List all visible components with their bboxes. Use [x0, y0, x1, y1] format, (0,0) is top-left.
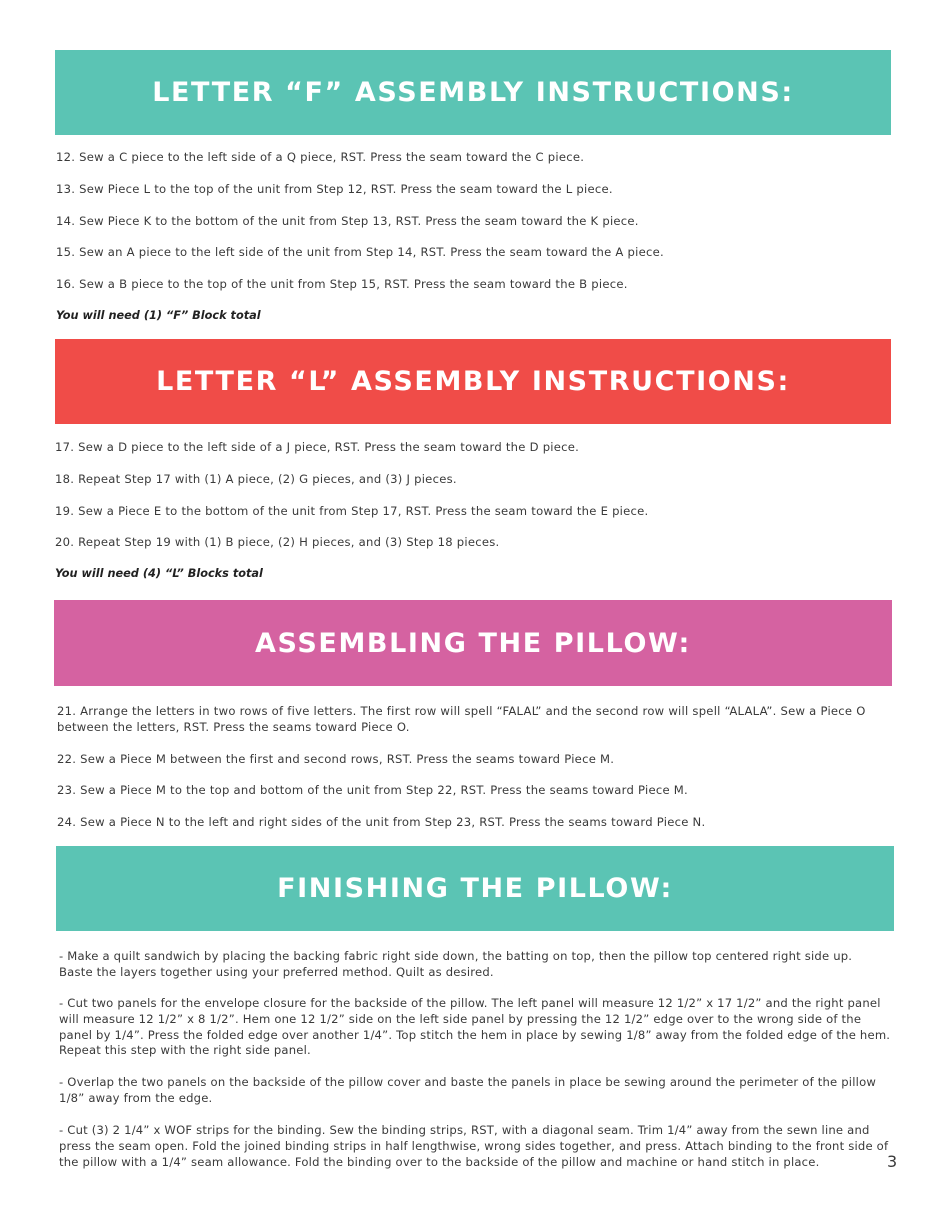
finish-paragraph-envelope-panels: - Cut two panels for the envelope closure for the backside of the pillow. The left panel will measure 12 1/2” x 17 1/2” and the right panel will measure 12 1/2” x 8 1/2”. Hem one 12 1/2” side on the left side panel by pressing the 12 1/2” edge over to the wrong side of the panel by 1/4”. Press the folded edge over another 1/4”. Top stitch the hem in place by sewing 1/8” away from the folded edge of the hem. Repeat this step with the right side panel. [59, 996, 891, 1058]
finish-paragraph-overlap: - Overlap the two panels on the backside of the pillow cover and baste the panels in place be sewing around the perimeter of the pillow 1/8” away from the edge. [59, 1075, 877, 1105]
step-18: 18. Repeat Step 17 with (1) A piece, (2) G pieces, and (3) J pieces. [55, 472, 457, 486]
letter-f-heading-text: LETTER “F” ASSEMBLY INSTRUCTIONS: [152, 77, 794, 108]
step-22: 22. Sew a Piece M between the first and second rows, RST. Press the seams toward Piece M. [57, 752, 615, 766]
letter-f-block-note: You will need (1) “F” Block total [56, 309, 261, 322]
finishing-heading-text: FINISHING THE PILLOW: [277, 873, 673, 904]
step-19: 19. Sew a Piece E to the bottom of the unit from Step 17, RST. Press the seam toward the E piece. [55, 504, 649, 518]
letter-f-heading [55, 50, 891, 135]
step-17: 17. Sew a D piece to the left side of a J piece, RST. Press the seam toward the D piece. [55, 440, 580, 454]
finish-paragraph-binding: - Cut (3) 2 1/4” x WOF strips for the binding. Sew the binding strips, RST, with a diagonal seam. Trim 1/4” away from the sewn line and press the seam open. Fold the joined binding strips in half lengthwise, wrong sides together, and press. Attach binding to the front side of the pillow with a 1/4” seam allowance. Fold the binding over to the backside of the pillow and machine or hand stitch in place. [59, 1123, 889, 1169]
step-24: 24. Sew a Piece N to the left and right sides of the unit from Step 23, RST. Press the seams toward Piece N. [57, 815, 706, 829]
step-21: 21. Arrange the letters in two rows of five letters. The first row will spell “FALAL” and the second row will spell “ALALA”. Sew a Piece O between the letters, RST. Press the seams toward Piece O. [57, 704, 866, 734]
step-14: 14. Sew Piece K to the bottom of the unit from Step 13, RST. Press the seam toward the K piece. [56, 214, 639, 228]
step-12: 12. Sew a C piece to the left side of a Q piece, RST. Press the seam toward the C piece. [56, 150, 585, 164]
step-15: 15. Sew an A piece to the left side of the unit from Step 14, RST. Press the seam toward the A piece. [56, 245, 664, 259]
finishing-heading [56, 846, 894, 931]
assembling-heading [54, 600, 892, 686]
step-16: 16. Sew a B piece to the top of the unit from Step 15, RST. Press the seam toward the B piece. [56, 277, 628, 291]
step-23: 23. Sew a Piece M to the top and bottom of the unit from Step 22, RST. Press the seams toward Piece M. [57, 783, 688, 797]
letter-l-heading-text: LETTER “L” ASSEMBLY INSTRUCTIONS: [156, 366, 790, 397]
letter-l-heading [55, 339, 891, 424]
page-number: 3 [887, 1152, 898, 1171]
step-13: 13. Sew Piece L to the top of the unit from Step 12, RST. Press the seam toward the L piece. [56, 182, 613, 196]
finish-paragraph-quilt-sandwich: - Make a quilt sandwich by placing the backing fabric right side down, the batting on top, then the pillow top centered right side up. Baste the layers together using your preferred method. Quilt as desired. [59, 949, 853, 979]
step-20: 20. Repeat Step 19 with (1) B piece, (2) H pieces, and (3) Step 18 pieces. [55, 535, 500, 549]
letter-l-block-note: You will need (4) “L” Blocks total [55, 567, 263, 580]
assembling-heading-text: ASSEMBLING THE PILLOW: [255, 627, 691, 659]
